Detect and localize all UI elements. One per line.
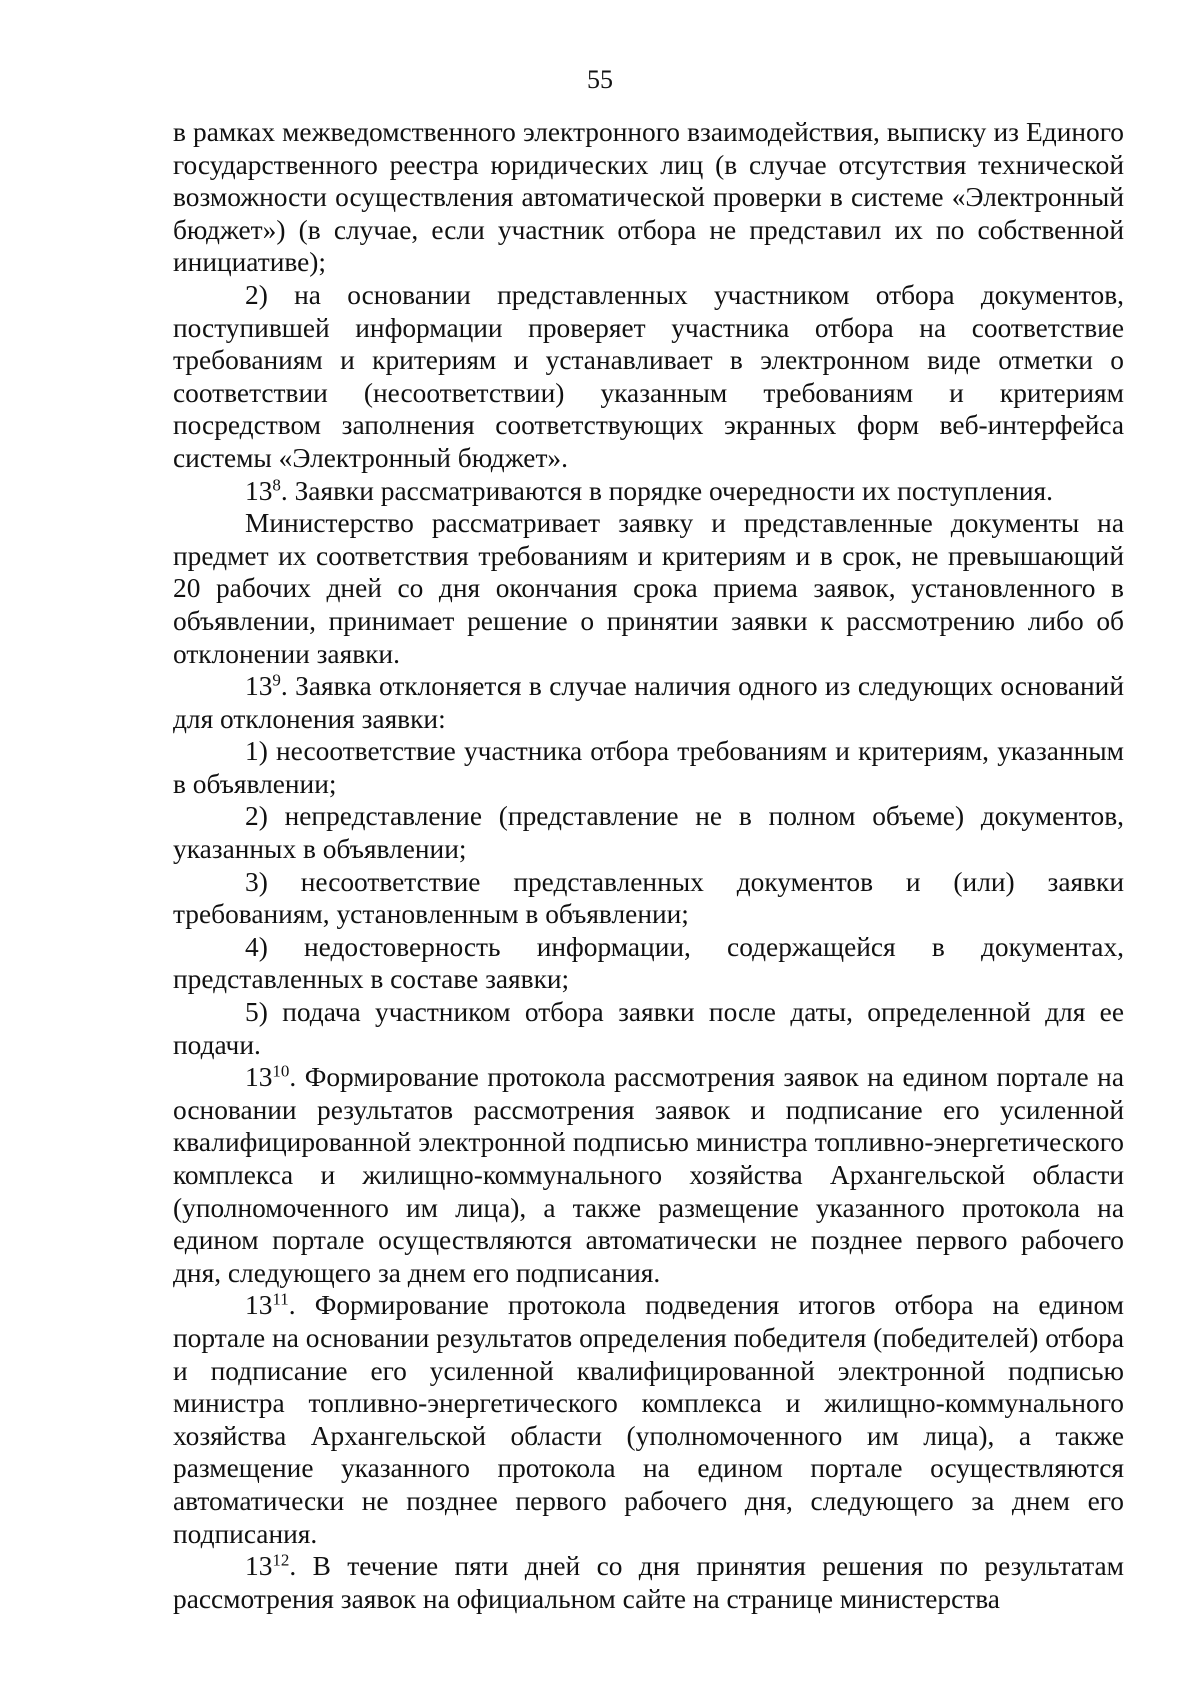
- paragraph-text: . Формирование протокола рассмотрения заявок на едином портале на основании результатов рассмотрения заявок и подписание его усиленной квалифицированной электронной подписью министра топливно-энергетического комплекса и жилищно-коммунального хозяйства Архангельской области (уполномоченного им лица), а также размещение указанного протокола на едином портале осуществляются автоматически не позднее первого рабочего дня, следующего за днем его подписания.: [173, 1062, 1124, 1288]
- paragraph: [173, 475, 1124, 508]
- paragraph: [173, 735, 1124, 800]
- paragraph-text: 1) несоответствие участника отбора требованиям и критериям, указанным в объявлении;: [173, 736, 1124, 799]
- page-number: 55: [587, 65, 613, 94]
- section-superscript: 11: [272, 1290, 289, 1310]
- paragraph: [173, 1289, 1124, 1550]
- section-superscript: 10: [272, 1061, 290, 1081]
- paragraph: [173, 279, 1124, 475]
- document-body: [173, 116, 1124, 1615]
- paragraph: [173, 866, 1124, 931]
- paragraph-text: . Формирование протокола подведения итогов отбора на едином портале на основании результатов определения победителя (победителей) отбора и подписание его усиленной квалифицированной электронной подписью министра топливно-энергетического комплекса и жилищно-коммунального хозяйства Архангельской области (уполномоченного им лица), а также размещение указанного протокола на едином портале осуществляются автоматически не позднее первого рабочего дня, следующего за днем его подписания.: [173, 1290, 1124, 1549]
- section-number: 13: [245, 1290, 273, 1321]
- paragraph: [173, 1550, 1124, 1615]
- paragraph-text: 2) непредставление (представление не в полном объеме) документов, указанных в объявлении;: [173, 801, 1124, 865]
- section-number: 13: [245, 1551, 273, 1582]
- paragraph: [173, 670, 1124, 735]
- paragraph: [173, 931, 1124, 996]
- section-number: 13: [245, 671, 273, 702]
- paragraph: [173, 800, 1124, 865]
- paragraph-text: . В течение пяти дней со дня принятия решения по результатам рассмотрения заявок на официальном сайте на странице министерства: [173, 1551, 1124, 1614]
- paragraph: [173, 996, 1124, 1061]
- section-superscript: 9: [272, 670, 281, 690]
- paragraph-text: 2) на основании представленных участником отбора документов, поступившей информации проверяет участника отбора на соответствие требованиям и критериям и устанавливает в электронном виде отметки о соответствии (несоответствии) указанным требованиям и критериям посредством заполнения соответствующих экранных форм веб-интерфейса системы «Электронный бюджет».: [173, 279, 1124, 473]
- paragraph-text: . Заявки рассматриваются в порядке очередности их поступления.: [280, 475, 1053, 506]
- paragraph-text: 5) подача участником отбора заявки после даты, определенной для ее подачи.: [173, 997, 1124, 1060]
- paragraph: [173, 1061, 1124, 1289]
- section-number: 13: [245, 1062, 273, 1093]
- paragraph-text: 3) несоответствие представленных документов и (или) заявки требованиям, установленным в объявлении;: [173, 866, 1124, 930]
- paragraph: [173, 116, 1124, 279]
- paragraph: [173, 507, 1124, 670]
- paragraph-text: . Заявка отклоняется в случае наличия одного из следующих оснований для отклонения заявки:: [173, 671, 1124, 734]
- section-superscript: 12: [272, 1550, 290, 1570]
- paragraph-text: Министерство рассматривает заявку и представленные документы на предмет их соответствия требованиям и критериям и в срок, не превышающий 20 рабочих дней со дня окончания срока приема заявок, установленного в объявлении, принимает решение о принятии заявки к рассмотрению либо об отклонении заявки.: [173, 508, 1124, 669]
- section-superscript: 8: [272, 475, 281, 495]
- section-number: 13: [245, 475, 273, 506]
- paragraph-text: 4) недостоверность информации, содержащейся в документах, представленных в составе заявки;: [173, 931, 1124, 995]
- paragraph-text: в рамках межведомственного электронного взаимодействия, выписку из Единого государственного реестра юридических лиц (в случае отсутствия технической возможности осуществления автоматической проверки в системе «Электронный бюджет») (в случае, если участник отбора не представил их по собственной инициативе);: [173, 117, 1124, 278]
